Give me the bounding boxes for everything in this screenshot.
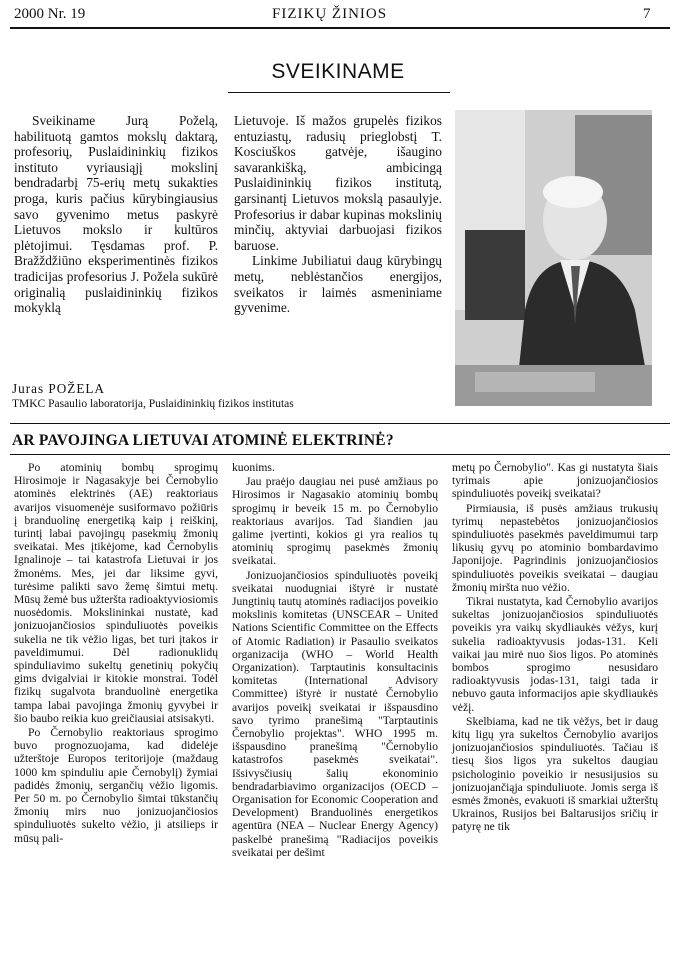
- greeting-column-2: [234, 113, 442, 316]
- article-paragraph: Po Černobylio reaktoriaus sprogimo buvo prognozuojama, kad didelėje užterštoje Europos teritorijoje (maždaug 1000 km spinduliu apie Černobylį) žymiai padidės žmonių, sergančių vėžio ligomis. Per 50 m. po Černobylio šimtai tūkstančių žmonių mirs nuo jonizuojančiosios spinduliuotės sukelto vėžio, ji atsilieps ir mūsų pali-: [14, 726, 218, 845]
- photo-caption-affiliation: TMKC Pasaulio laboratorija, Puslaidininkių fizikos institutas: [12, 398, 294, 410]
- portrait-illustration: [455, 110, 652, 406]
- greeting-paragraph: Sveikiname Jurą Poželą, habilituotą gamtos mokslų daktarą, profesorių, Puslaidininkių fizikos instituto vyriausiąjį mokslinį bendradarbį 75-erių metų sukakties proga, kuris pačius kūrybingiausius savo gyvenimo metus paskyrė Lietuvos mokslo ir kultūros plėtojimui. Tęsdamas prof. P. Bražždžiūno eksperimentinės fizikos tradicijas profesorius J. Požela sukūrė originalią puslaidininkių fizikos mokyklą: [14, 113, 218, 316]
- article-title: AR PAVOJINGA LIETUVAI ATOMINĖ ELEKTRINĖ?: [12, 432, 394, 449]
- article-paragraph: Tikrai nustatyta, kad Černobylio avarijos sukeltas jonizuojančiosios spinduliuotės poveikis yra vaikų skydliaukės vėžys, kurį sukelia radioaktyvusis jodas-131. Keli vaikai jau mirė nuo šios ligos. Po atominės bombos sprogimo nesusidaro radioaktyvusis jodas-131, taigi tada ir nebuvo gauta informacijos apie skydliaukės vėžį.: [452, 595, 658, 714]
- article-column-3: [452, 461, 658, 835]
- journal-title: FIZIKŲ ŽINIOS: [272, 6, 388, 22]
- article-paragraph: Po atominių bombų sprogimų Hirosimoje ir Nagasakyje bei Černobylio atominės elektrinės (AE) reaktoriaus avarijos visuomenėje susiformavo požiūris į branduolinę energetiką kaip į reiškinį, turintį labai pavojingų pasekmių žmonių sveikatai. Mes įtikėjome, kad Černobylis Ignalinoje – tai katastrofa Lietuvai ir jos žmonėms. Mes, jei dar liksime gyvi, turėsime palikti savo žemę šimtui metų. Mūsų žemė bus užteršta radioaktyviosiomis nuosėdomis. Mokslininkai nustatė, kad jonizuojančiosios spinduliuotės poveikis sukelia ne tik vėžio ligas, bet turi įtakos ir paveldimumui. Dėl radionuklidų spinduliavimo sukeltų genetinių pokyčių gims dvigalviai ir kitokie monstrai. Todėl fizikų sugalvota branduolinė energetika tampa labai pavojinga žmonių gyvybei ir šio baubo reikia kuo greičiausiai atsisakyti.: [14, 461, 218, 725]
- article-column-1: [14, 461, 218, 846]
- issue-number: 2000 Nr. 19: [14, 6, 86, 22]
- article-paragraph: metų po Černobylio". Kas gi nustatyta šiais tyrimais apie jonizuojančiosios spinduliuotės poveikį sveikatai?: [452, 461, 658, 501]
- article-paragraph: Jonizuojančiosios spinduliuotės poveikį sveikatai nuodugniai ištyrė ir nustatė Jungtinių tautų atominės radiacijos poveikio mokslinis komitetas (UNSCEAR – United Nations Scientific Committee on the Effects of Atomic Radiation) ir Pasaulio sveikatos organizacija (WHO – World Health Organization). Tarptautinis konsultacinis komitetas (International Advisory Committee) ištyrė ir nustatė Černobylio avarijos poveikį sveikatai ir išspausdino savo tyrimo pranešimą "Tarptautinis Černobylio projektas". WHO 1995 m. išspausdino pranešimą "Černobylio katastrofos pasekmės sveikatai". Išsivysčiusių šalių ekonominio bendradarbiavimo organizacijos (OECD – Organisation for Economic Cooperation and Development) Branduolinės energetikos agentūra (NEA – Nuclear Energy Agency) paskelbė pranešimą "Radiacijos poveikis sveikatai per dešimt: [232, 568, 438, 859]
- article-paragraph: kuonims.: [232, 461, 275, 474]
- page-number: 7: [643, 6, 651, 22]
- article-column-2: [232, 461, 438, 860]
- article-paragraph: Pirmiausia, iš pusės amžiaus trukusių tyrimų nepastebėtos jonizuojančiosios spinduliuotės pasekmės paveldimumui tarp likusių gyvų po atominio bombardavimo Japonijoje. Pagrindinis jonizuojančiosios spinduliuotės poveikis sveikatai – daugiau žmonių miršta nuo vėžio.: [452, 501, 658, 594]
- header-rule: [10, 27, 670, 29]
- article-title-rule: [10, 454, 670, 455]
- photo-caption-author: Juras POŽELA: [12, 381, 105, 396]
- article-top-rule: [10, 423, 670, 424]
- section-title: SVEIKINAME: [271, 60, 405, 83]
- article-paragraph: Jau praėjo daugiau nei pusė amžiaus po Hirosimos ir Nagasakio atominių bombų sprogimų ir beveik 15 m. po Černobylio reaktoriaus avarijos. Tad šiandien jau galime įvertinti, kokios gi yra realios tų atominių sprogimų pasekmės žmonių sveikatai.: [232, 475, 438, 568]
- portrait-photo: [455, 110, 652, 406]
- greeting-paragraph: Linkime Jubiliatui daug kūrybingų metų, neblėstančios energijos, sveikatos ir laimės asmeniniame gyvenime.: [234, 253, 442, 316]
- section-title-rule: [228, 92, 450, 93]
- article-paragraph: Skelbiama, kad ne tik vėžys, bet ir daug kitų ligų yra sukeltos Černobylio avarijos jonizuojančiosios spinduliuotės. Tačiau iš tiesų šios ligos yra sukeltos daugiau psichologinio poveikio ir nesusijusios su jonizuojančiąja spinduliuote. Jomis serga iš esmės žmonės, evakuoti iš smarkiai užterštų Ukrainos, Rusijos bei Baltarusijos sričių ir patyrę ne tik: [452, 714, 658, 834]
- greeting-paragraph: Lietuvoje. Iš mažos grupelės fizikos entuziastų, radusių prieglobstį T. Kosciuškos gatvėje, išaugino savarankišką, ambicingą Puslaidininkių fizikos institutą, garsinantį Lietuvos mokslą pasaulyje. Profesorius ir dabar kupinas mokslinių minčių, aktyviai darbuojasi fizikos baruose.: [234, 113, 442, 253]
- greeting-column-1: [14, 113, 218, 316]
